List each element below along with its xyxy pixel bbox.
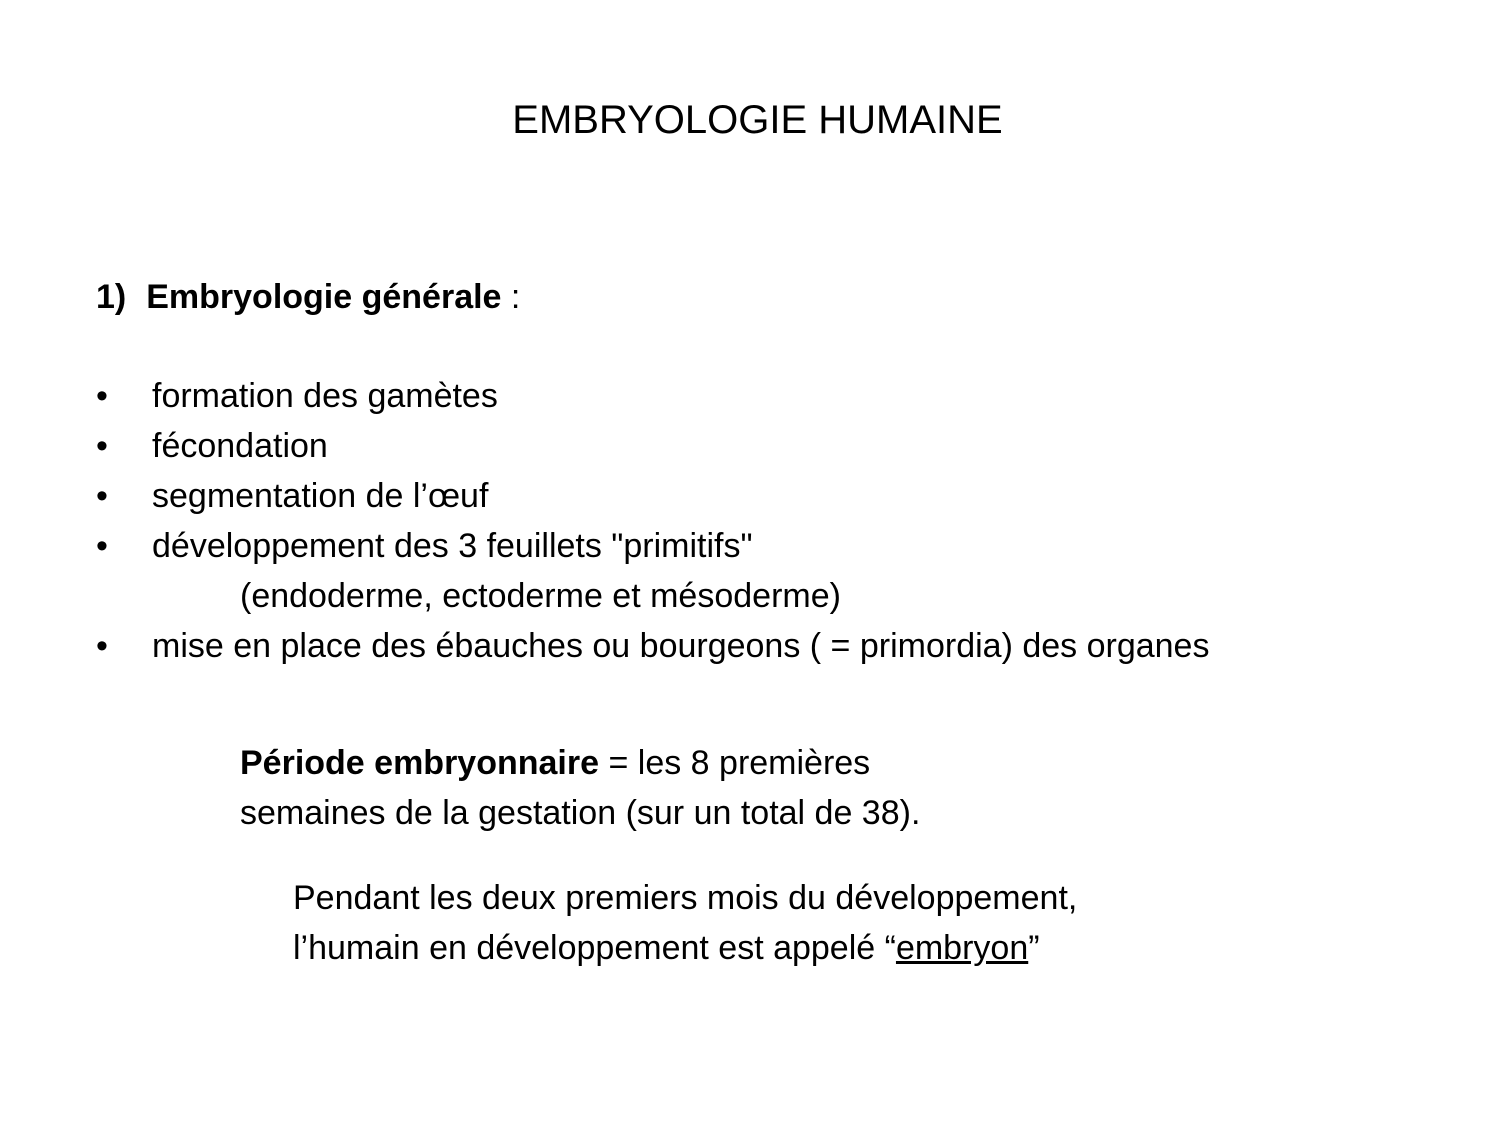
page-title: EMBRYOLOGIE HUMAINE	[512, 98, 1003, 142]
periode-definition	[240, 738, 920, 838]
note-line2	[293, 923, 1077, 973]
list-item-text: fécondation	[152, 427, 328, 465]
section-title: Embryologie générale	[146, 278, 502, 316]
embryon-term: embryon	[895, 929, 1029, 967]
bullet-icon: •	[96, 477, 108, 515]
section-number: 1)	[96, 278, 127, 316]
list-item	[96, 477, 1209, 527]
embryon-note	[293, 873, 1077, 973]
list-item-text: segmentation de l’œuf	[152, 477, 489, 515]
section-heading	[96, 278, 520, 317]
periode-term: Période embryonnaire	[240, 744, 600, 782]
list-item-text: mise en place des ébauches ou bourgeons ( = primordia) des organes	[152, 627, 1210, 665]
bullet-list	[96, 377, 1209, 677]
list-item	[96, 627, 1209, 677]
list-item-text: formation des gamètes	[152, 377, 498, 415]
note-close-quote: ”	[1028, 929, 1040, 967]
note-line1: Pendant les deux premiers mois du développement,	[293, 879, 1078, 917]
section-suffix: :	[501, 278, 521, 316]
bullet-icon: •	[96, 377, 108, 415]
bullet-icon: •	[96, 627, 108, 665]
note-text: l’humain en développement est appelé “	[293, 929, 896, 967]
periode-text-line2: semaines de la gestation (sur un total de 38).	[240, 794, 921, 832]
list-item	[96, 527, 1209, 577]
bullet-icon: •	[96, 427, 108, 465]
list-item	[96, 427, 1209, 477]
list-item-text: développement des 3 feuillets "primitifs"	[152, 527, 753, 565]
periode-text: = les 8 premières	[599, 744, 871, 782]
list-item-sub: (endoderme, ectoderme et mésoderme)	[240, 577, 841, 615]
bullet-icon: •	[96, 527, 108, 565]
list-item	[96, 377, 1209, 427]
